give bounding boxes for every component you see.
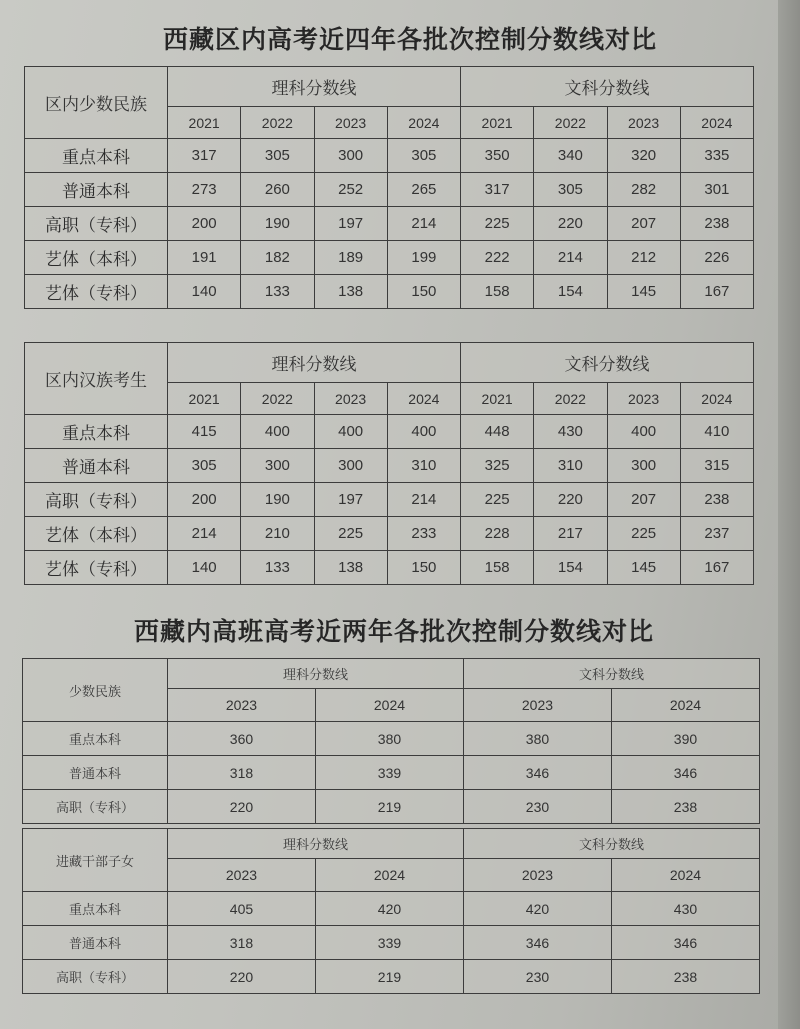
liberal-score-cell: 237 [680,517,753,551]
science-score-cell: 190 [241,483,314,517]
science-score-cell: 133 [241,275,314,309]
liberal-score-cell: 315 [680,449,753,483]
science-score-cell: 197 [314,207,387,241]
science-score-cell: 260 [241,173,314,207]
liberal-score-cell: 400 [607,415,680,449]
liberal-score-cell: 167 [680,551,753,585]
liberal-score-cell: 335 [680,139,753,173]
table-corner-label: 进藏干部子女 [23,829,168,892]
liberal-score-cell: 238 [611,960,759,994]
table-corner-label: 少数民族 [23,659,168,722]
science-score-cell: 400 [387,415,460,449]
science-score-cell: 182 [241,241,314,275]
liberal-year-header: 2022 [534,383,607,415]
science-year-header: 2021 [168,107,241,139]
liberal-score-cell: 225 [461,483,534,517]
liberal-score-cell: 420 [463,892,611,926]
science-year-header: 2023 [168,689,316,722]
table-row [25,275,754,309]
science-score-cell: 233 [387,517,460,551]
minority-two-year-table [22,658,760,824]
liberal-score-cell: 228 [461,517,534,551]
science-group-header: 理科分数线 [168,829,464,859]
science-score-cell: 220 [168,960,316,994]
liberal-group-header: 文科分数线 [463,829,759,859]
liberal-score-cell: 390 [611,722,759,756]
liberal-year-header: 2023 [463,689,611,722]
science-year-header: 2024 [387,107,460,139]
liberal-score-cell: 214 [534,241,607,275]
row-label: 普通本科 [23,756,168,790]
liberal-score-cell: 167 [680,275,753,309]
liberal-year-header: 2021 [461,107,534,139]
liberal-score-cell: 301 [680,173,753,207]
liberal-year-header: 2024 [611,859,759,892]
liberal-score-cell: 222 [461,241,534,275]
science-score-cell: 200 [168,483,241,517]
science-score-cell: 140 [168,275,241,309]
science-year-header: 2022 [241,383,314,415]
science-score-cell: 273 [168,173,241,207]
science-score-cell: 305 [168,449,241,483]
liberal-score-cell: 145 [607,551,680,585]
science-score-cell: 300 [241,449,314,483]
science-year-header: 2022 [241,107,314,139]
liberal-score-cell: 238 [611,790,759,824]
science-score-cell: 225 [314,517,387,551]
liberal-year-header: 2022 [534,107,607,139]
minority-four-year-table [24,66,754,309]
table-row [25,139,754,173]
science-score-cell: 339 [315,756,463,790]
liberal-year-header: 2023 [463,859,611,892]
science-score-cell: 214 [387,207,460,241]
science-score-cell: 415 [168,415,241,449]
liberal-year-header: 2024 [680,383,753,415]
science-score-cell: 300 [314,449,387,483]
science-year-header: 2023 [168,859,316,892]
row-label: 艺体（本科） [25,517,168,551]
liberal-year-header: 2021 [461,383,534,415]
science-year-header: 2024 [387,383,460,415]
science-score-cell: 318 [168,756,316,790]
table-row [25,517,754,551]
row-label: 高职（专科） [25,207,168,241]
science-group-header: 理科分数线 [168,67,461,107]
liberal-score-cell: 217 [534,517,607,551]
science-score-cell: 214 [168,517,241,551]
liberal-score-cell: 448 [461,415,534,449]
science-score-cell: 317 [168,139,241,173]
science-score-cell: 400 [314,415,387,449]
page-edge [778,0,800,1029]
science-score-cell: 252 [314,173,387,207]
row-label: 艺体（专科） [25,275,168,309]
science-score-cell: 219 [315,960,463,994]
table-row [23,960,760,994]
liberal-score-cell: 154 [534,551,607,585]
liberal-score-cell: 220 [534,207,607,241]
liberal-score-cell: 238 [680,207,753,241]
table-row [25,173,754,207]
science-score-cell: 339 [315,926,463,960]
science-score-cell: 189 [314,241,387,275]
science-score-cell: 220 [168,790,316,824]
science-score-cell: 405 [168,892,316,926]
row-label: 普通本科 [23,926,168,960]
table-row [23,926,760,960]
liberal-score-cell: 340 [534,139,607,173]
science-score-cell: 138 [314,551,387,585]
science-score-cell: 214 [387,483,460,517]
science-score-cell: 190 [241,207,314,241]
liberal-score-cell: 346 [463,756,611,790]
science-year-header: 2024 [315,859,463,892]
science-year-header: 2023 [314,383,387,415]
two-year-title: 西藏内高班高考近两年各批次控制分数线对比 [133,617,654,646]
liberal-score-cell: 317 [461,173,534,207]
table-row [23,790,760,824]
science-score-cell: 310 [387,449,460,483]
liberal-score-cell: 380 [463,722,611,756]
liberal-score-cell: 300 [607,449,680,483]
row-label: 高职（专科） [25,483,168,517]
row-label: 艺体（专科） [25,551,168,585]
liberal-score-cell: 238 [680,483,753,517]
science-group-header: 理科分数线 [168,343,461,383]
liberal-score-cell: 220 [534,483,607,517]
liberal-score-cell: 346 [463,926,611,960]
liberal-score-cell: 310 [534,449,607,483]
science-year-header: 2023 [314,107,387,139]
liberal-year-header: 2023 [607,383,680,415]
table-row [25,415,754,449]
science-score-cell: 140 [168,551,241,585]
row-label: 高职（专科） [23,790,168,824]
science-score-cell: 150 [387,551,460,585]
table-corner-label: 区内少数民族 [25,67,168,139]
liberal-score-cell: 207 [607,207,680,241]
science-score-cell: 400 [241,415,314,449]
liberal-year-header: 2024 [680,107,753,139]
table-row [25,449,754,483]
liberal-score-cell: 145 [607,275,680,309]
table-row [25,241,754,275]
row-label: 重点本科 [25,139,168,173]
science-score-cell: 199 [387,241,460,275]
liberal-score-cell: 230 [463,960,611,994]
science-score-cell: 210 [241,517,314,551]
liberal-score-cell: 158 [461,551,534,585]
science-score-cell: 305 [387,139,460,173]
row-label: 艺体（本科） [25,241,168,275]
liberal-group-header: 文科分数线 [461,67,754,107]
liberal-score-cell: 305 [534,173,607,207]
table-row [23,892,760,926]
liberal-score-cell: 320 [607,139,680,173]
cadre-children-two-year-table [22,828,760,994]
science-score-cell: 380 [315,722,463,756]
row-label: 高职（专科） [23,960,168,994]
row-label: 普通本科 [25,449,168,483]
liberal-group-header: 文科分数线 [463,659,759,689]
liberal-score-cell: 158 [461,275,534,309]
table-row [25,207,754,241]
liberal-year-header: 2023 [607,107,680,139]
table-row [25,551,754,585]
table-corner-label: 区内汉族考生 [25,343,168,415]
science-score-cell: 305 [241,139,314,173]
liberal-group-header: 文科分数线 [461,343,754,383]
liberal-score-cell: 226 [680,241,753,275]
science-score-cell: 150 [387,275,460,309]
liberal-score-cell: 282 [607,173,680,207]
row-label: 重点本科 [25,415,168,449]
liberal-score-cell: 346 [611,926,759,960]
science-score-cell: 133 [241,551,314,585]
four-year-title: 西藏区内高考近四年各批次控制分数线对比 [162,25,657,54]
liberal-score-cell: 225 [607,517,680,551]
science-score-cell: 318 [168,926,316,960]
science-year-header: 2024 [315,689,463,722]
science-score-cell: 219 [315,790,463,824]
science-score-cell: 200 [168,207,241,241]
liberal-score-cell: 325 [461,449,534,483]
row-label: 重点本科 [23,892,168,926]
row-label: 重点本科 [23,722,168,756]
table-row [23,722,760,756]
table-row [25,483,754,517]
science-group-header: 理科分数线 [168,659,464,689]
science-score-cell: 138 [314,275,387,309]
table-row [23,756,760,790]
liberal-score-cell: 350 [461,139,534,173]
science-score-cell: 360 [168,722,316,756]
science-year-header: 2021 [168,383,241,415]
liberal-score-cell: 154 [534,275,607,309]
liberal-score-cell: 207 [607,483,680,517]
science-score-cell: 300 [314,139,387,173]
row-label: 普通本科 [25,173,168,207]
science-score-cell: 265 [387,173,460,207]
liberal-score-cell: 212 [607,241,680,275]
science-score-cell: 197 [314,483,387,517]
science-score-cell: 191 [168,241,241,275]
science-score-cell: 420 [315,892,463,926]
han-four-year-table [24,342,754,585]
liberal-score-cell: 410 [680,415,753,449]
liberal-score-cell: 430 [611,892,759,926]
liberal-score-cell: 430 [534,415,607,449]
liberal-year-header: 2024 [611,689,759,722]
liberal-score-cell: 225 [461,207,534,241]
liberal-score-cell: 346 [611,756,759,790]
liberal-score-cell: 230 [463,790,611,824]
